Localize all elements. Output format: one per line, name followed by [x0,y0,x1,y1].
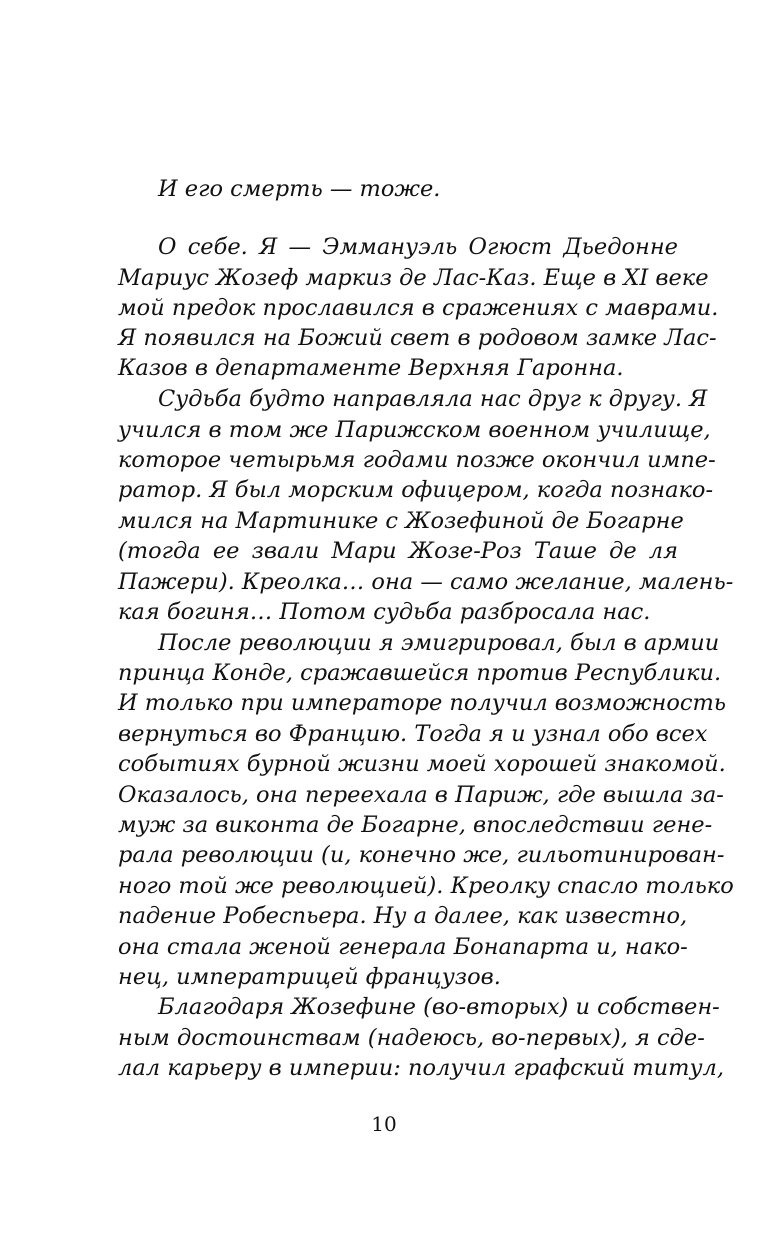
text-line: Мариус Жозеф маркиз де Лас-Каз. Еще в XI веке [118,265,709,291]
text-line: падение Робеспьера. Ну а далее, как известно, [118,903,688,929]
text-line: ного той же революцией). Креолку спасло только [118,873,734,899]
text-line: принца Конде, сражавшейся против Республики. [118,660,722,686]
text-line: ным достоинствам (надеюсь, во-первых), я сде- [118,1025,705,1051]
text-line: И только при императоре получил возможность [118,690,727,716]
text-line: После революции я эмигрировал, был в армии [158,630,720,656]
text-line: ратор. Я был морским офицером, когда познако- [118,477,714,503]
text-line: вернуться во Францию. Тогда я и узнал обо всех [118,721,708,747]
text-line: она стала женой генерала Бонапарта и, нако- [118,934,688,960]
text-line: И его смерть — тоже. [158,176,441,202]
text-line: учился в том же Парижском военном училище, [118,417,711,443]
page-number: 10 [371,1112,397,1136]
text-line: нец, императрицей французов. [118,964,501,990]
text-line: Казов в департаменте Верхняя Гаронна. [118,355,624,381]
text-line: кая богиня… Потом судьба разбросала нас. [118,599,651,625]
text-line: Пажери). Креолка… она — само желание, малень- [118,569,734,595]
text-line: которое четырьмя годами позже окончил импе- [118,447,716,473]
text-line: рала революции (и, конечно же, гильотинирован- [118,842,725,868]
text-line: лал карьеру в империи: получил графский титул, [118,1055,725,1081]
text-line: (тогда ее звали Мари Жозе-Роз Таше де ля [118,538,678,564]
text-line: О себе. Я — Эммануэль Огюст Дьедонне [158,234,678,260]
text-line: мился на Мартинике с Жозефиной де Богарне [118,508,684,534]
text-line: Благодаря Жозефине (во-вторых) и собствен- [158,994,720,1020]
text-line: событиях бурной жизни моей хорошей знакомой. [118,751,726,777]
text-line: муж за виконта де Богарне, впоследствии гене- [118,812,713,838]
text-line: Я появился на Божий свет в родовом замке Лас- [118,325,717,351]
text-line: мой предок прославился в сражениях с маврами. [118,295,719,321]
text-line: Оказалось, она переехала в Париж, где вышла за- [118,782,724,808]
text-line: Судьба будто направляла нас друг к другу. Я [158,386,708,412]
